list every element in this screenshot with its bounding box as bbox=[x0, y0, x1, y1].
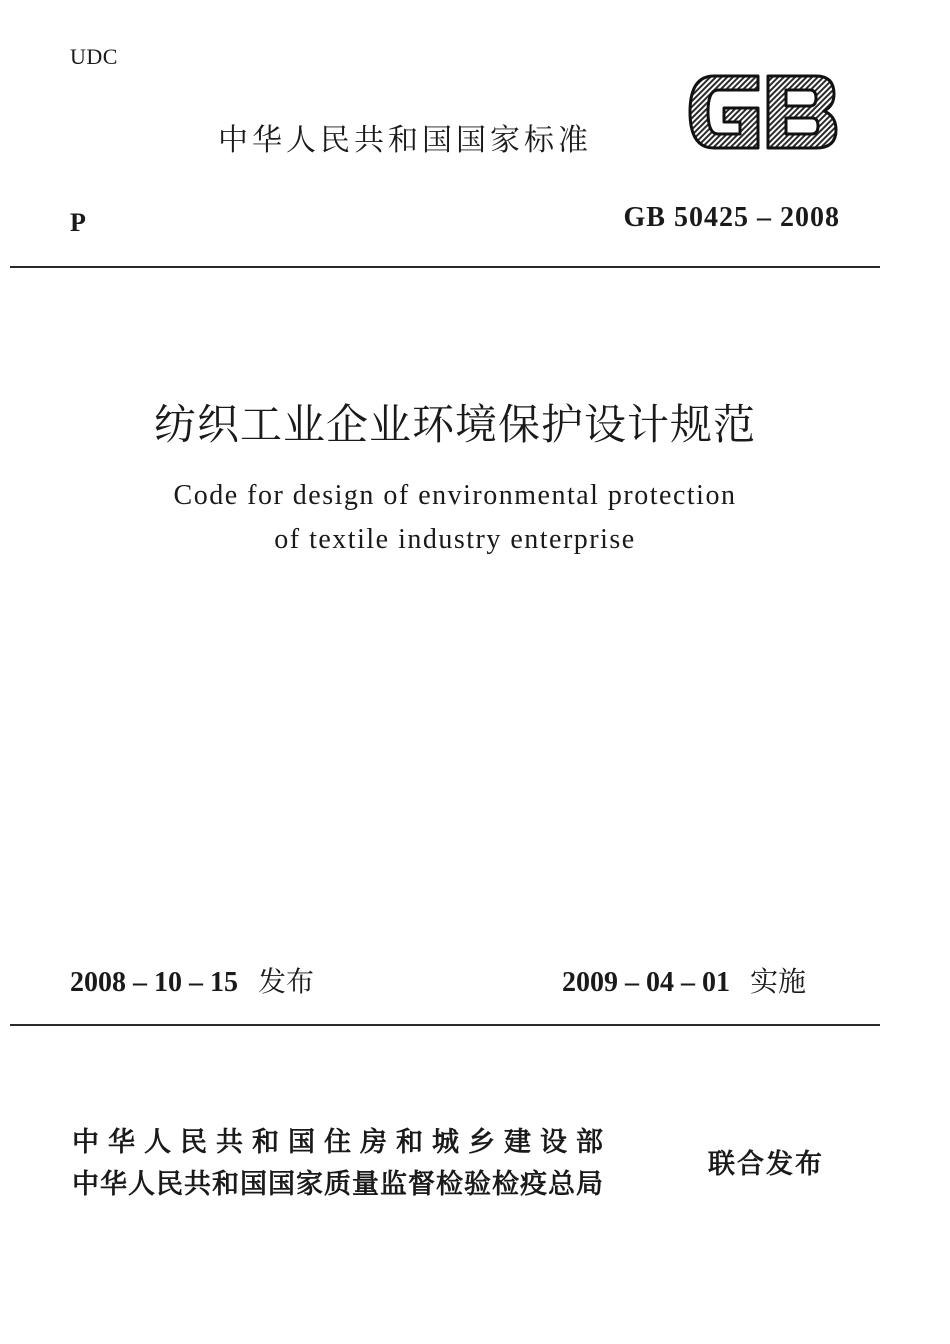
title-english bbox=[0, 474, 910, 562]
gb-logo-icon bbox=[684, 68, 842, 156]
standard-type: 中华人民共和国国家标准 bbox=[218, 123, 592, 158]
top-divider bbox=[10, 266, 880, 268]
standard-number: GB 50425 – 2008 bbox=[623, 202, 840, 233]
issue-label: 发布 bbox=[258, 965, 315, 998]
title-chinese: 纺织工业企业环境保护设计规范 bbox=[153, 400, 756, 449]
issue-date-block bbox=[70, 960, 314, 1000]
publisher-2: 中华人民共和国国家质量监督检验检疫总局 bbox=[72, 1169, 604, 1200]
title-english-line1: Code for design of environmental protection bbox=[173, 480, 737, 511]
title-english-line2: of textile industry enterprise bbox=[274, 524, 636, 555]
publisher-1: 中华人民共和国住房和城乡建设部 bbox=[72, 1127, 612, 1158]
bottom-divider bbox=[10, 1024, 880, 1026]
joint-publish-label: 联合发布 bbox=[708, 1149, 824, 1180]
effective-date-block bbox=[562, 960, 806, 1000]
udc-label: UDC bbox=[70, 44, 118, 69]
effective-date: 2009 – 04 – 01 bbox=[562, 967, 730, 998]
effective-label: 实施 bbox=[750, 965, 807, 998]
category-code: P bbox=[70, 208, 86, 237]
issue-date: 2008 – 10 – 15 bbox=[70, 967, 238, 998]
